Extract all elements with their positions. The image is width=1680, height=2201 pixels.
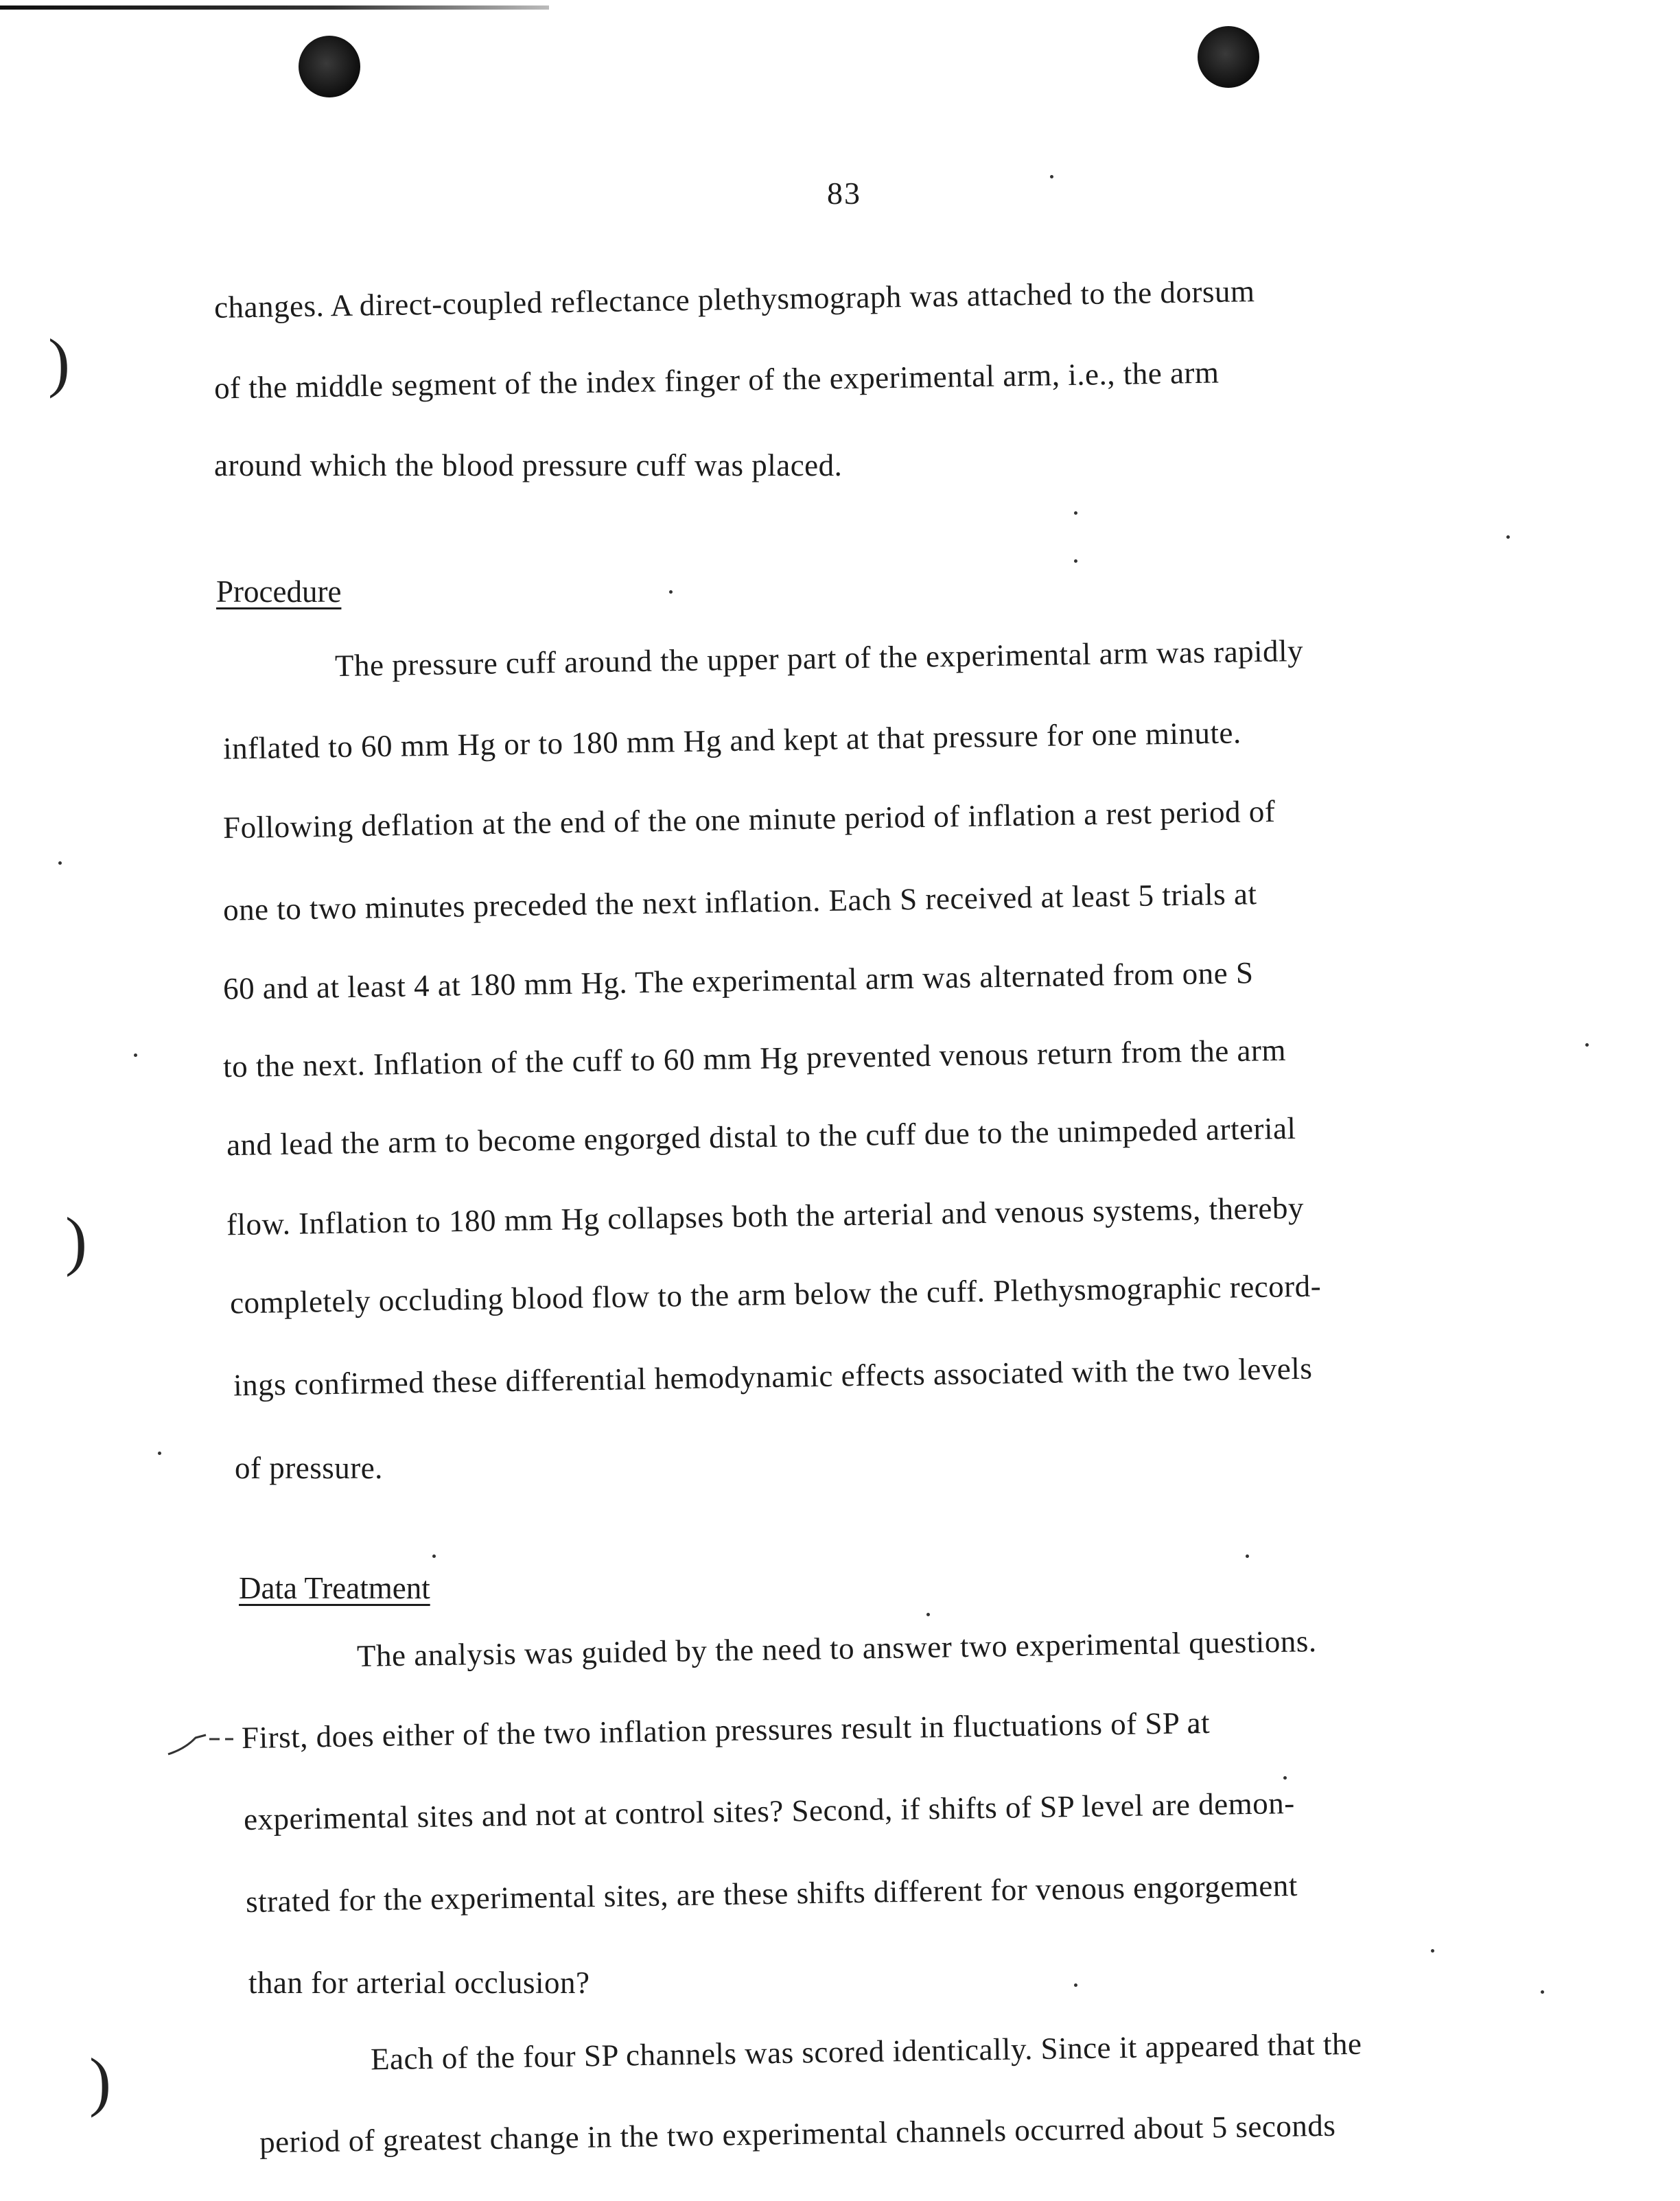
- margin-bracket-top: ): [48, 325, 70, 399]
- body-line: flow. Inflation to 180 mm Hg collapses both the arterial and venous systems, thereby: [226, 1190, 1305, 1242]
- body-line: one to two minutes preceded the next inflation. Each S received at least 5 trials at: [222, 876, 1257, 927]
- body-line: The pressure cuff around the upper part of the experimental arm was rapidly: [334, 633, 1304, 684]
- scan-speck: [1283, 1776, 1287, 1780]
- scan-top-edge: [0, 5, 549, 10]
- scan-speck: [158, 1452, 161, 1455]
- body-line: than for arterial occlusion?: [248, 1966, 590, 2000]
- scan-speck: [134, 1053, 137, 1057]
- body-line: inflated to 60 mm Hg or to 180 mm Hg and kept at that pressure for one minute.: [222, 715, 1241, 766]
- punch-hole-right: [1198, 26, 1259, 88]
- margin-bracket-middle: ): [65, 1204, 87, 1277]
- scan-speck: [1074, 511, 1077, 515]
- body-line: period of greatest change in the two experimental channels occurred about 5 seconds: [259, 2108, 1336, 2160]
- punch-hole-left: [299, 36, 360, 97]
- body-line: experimental sites and not at control sites? Second, if shifts of SP level are demon-: [243, 1785, 1296, 1837]
- section-heading-data-treatment: Data Treatment: [239, 1571, 430, 1605]
- body-line: of the middle segment of the index finger of the experimental arm, i.e., the arm: [213, 355, 1220, 406]
- scan-speck: [1431, 1949, 1434, 1953]
- margin-pencil-mark: [165, 1730, 240, 1757]
- body-line: completely occluding blood flow to the arm below the cuff. Plethysmographic record-: [229, 1268, 1322, 1320]
- scan-speck: [669, 590, 673, 594]
- scan-speck: [1074, 1983, 1077, 1987]
- body-line: and lead the arm to become engorged distal to the cuff due to the unimpeded arterial: [226, 1110, 1296, 1163]
- scan-speck: [1246, 1554, 1249, 1558]
- body-line: 60 and at least 4 at 180 mm Hg. The experimental arm was alternated from one S: [222, 955, 1254, 1006]
- page-number: 83: [827, 176, 861, 211]
- scan-speck: [1585, 1043, 1589, 1047]
- body-line: strated for the experimental sites, are these shifts different for venous engorgement: [245, 1867, 1298, 1920]
- body-line: Each of the four SP channels was scored identically. Since it appeared that the: [370, 2026, 1362, 2077]
- scan-speck: [1541, 1990, 1544, 1994]
- scan-speck: [1506, 535, 1510, 539]
- body-line: changes. A direct-coupled reflectance plethysmograph was attached to the dorsum: [213, 274, 1255, 325]
- body-line: Following deflation at the end of the one minute period of inflation a rest period of: [222, 793, 1276, 846]
- scan-speck: [432, 1554, 436, 1558]
- scan-speck: [1050, 175, 1053, 178]
- scan-speck: [926, 1613, 930, 1616]
- body-line: of pressure.: [235, 1451, 383, 1485]
- section-heading-procedure: Procedure: [216, 574, 342, 609]
- body-line: ings confirmed these differential hemodynamic effects associated with the two levels: [233, 1351, 1313, 1403]
- body-line: First, does either of the two inflation pressures result in fluctuations of SP at: [241, 1705, 1211, 1756]
- scan-speck: [1074, 559, 1077, 563]
- body-line: around which the blood pressure cuff was placed.: [214, 448, 843, 482]
- body-line: The analysis was guided by the need to answer two experimental questions.: [356, 1624, 1317, 1673]
- body-line: to the next. Inflation of the cuff to 60 mm Hg prevented venous return from the arm: [222, 1032, 1287, 1084]
- scan-speck: [58, 861, 62, 865]
- margin-bracket-bottom: ): [89, 2045, 111, 2118]
